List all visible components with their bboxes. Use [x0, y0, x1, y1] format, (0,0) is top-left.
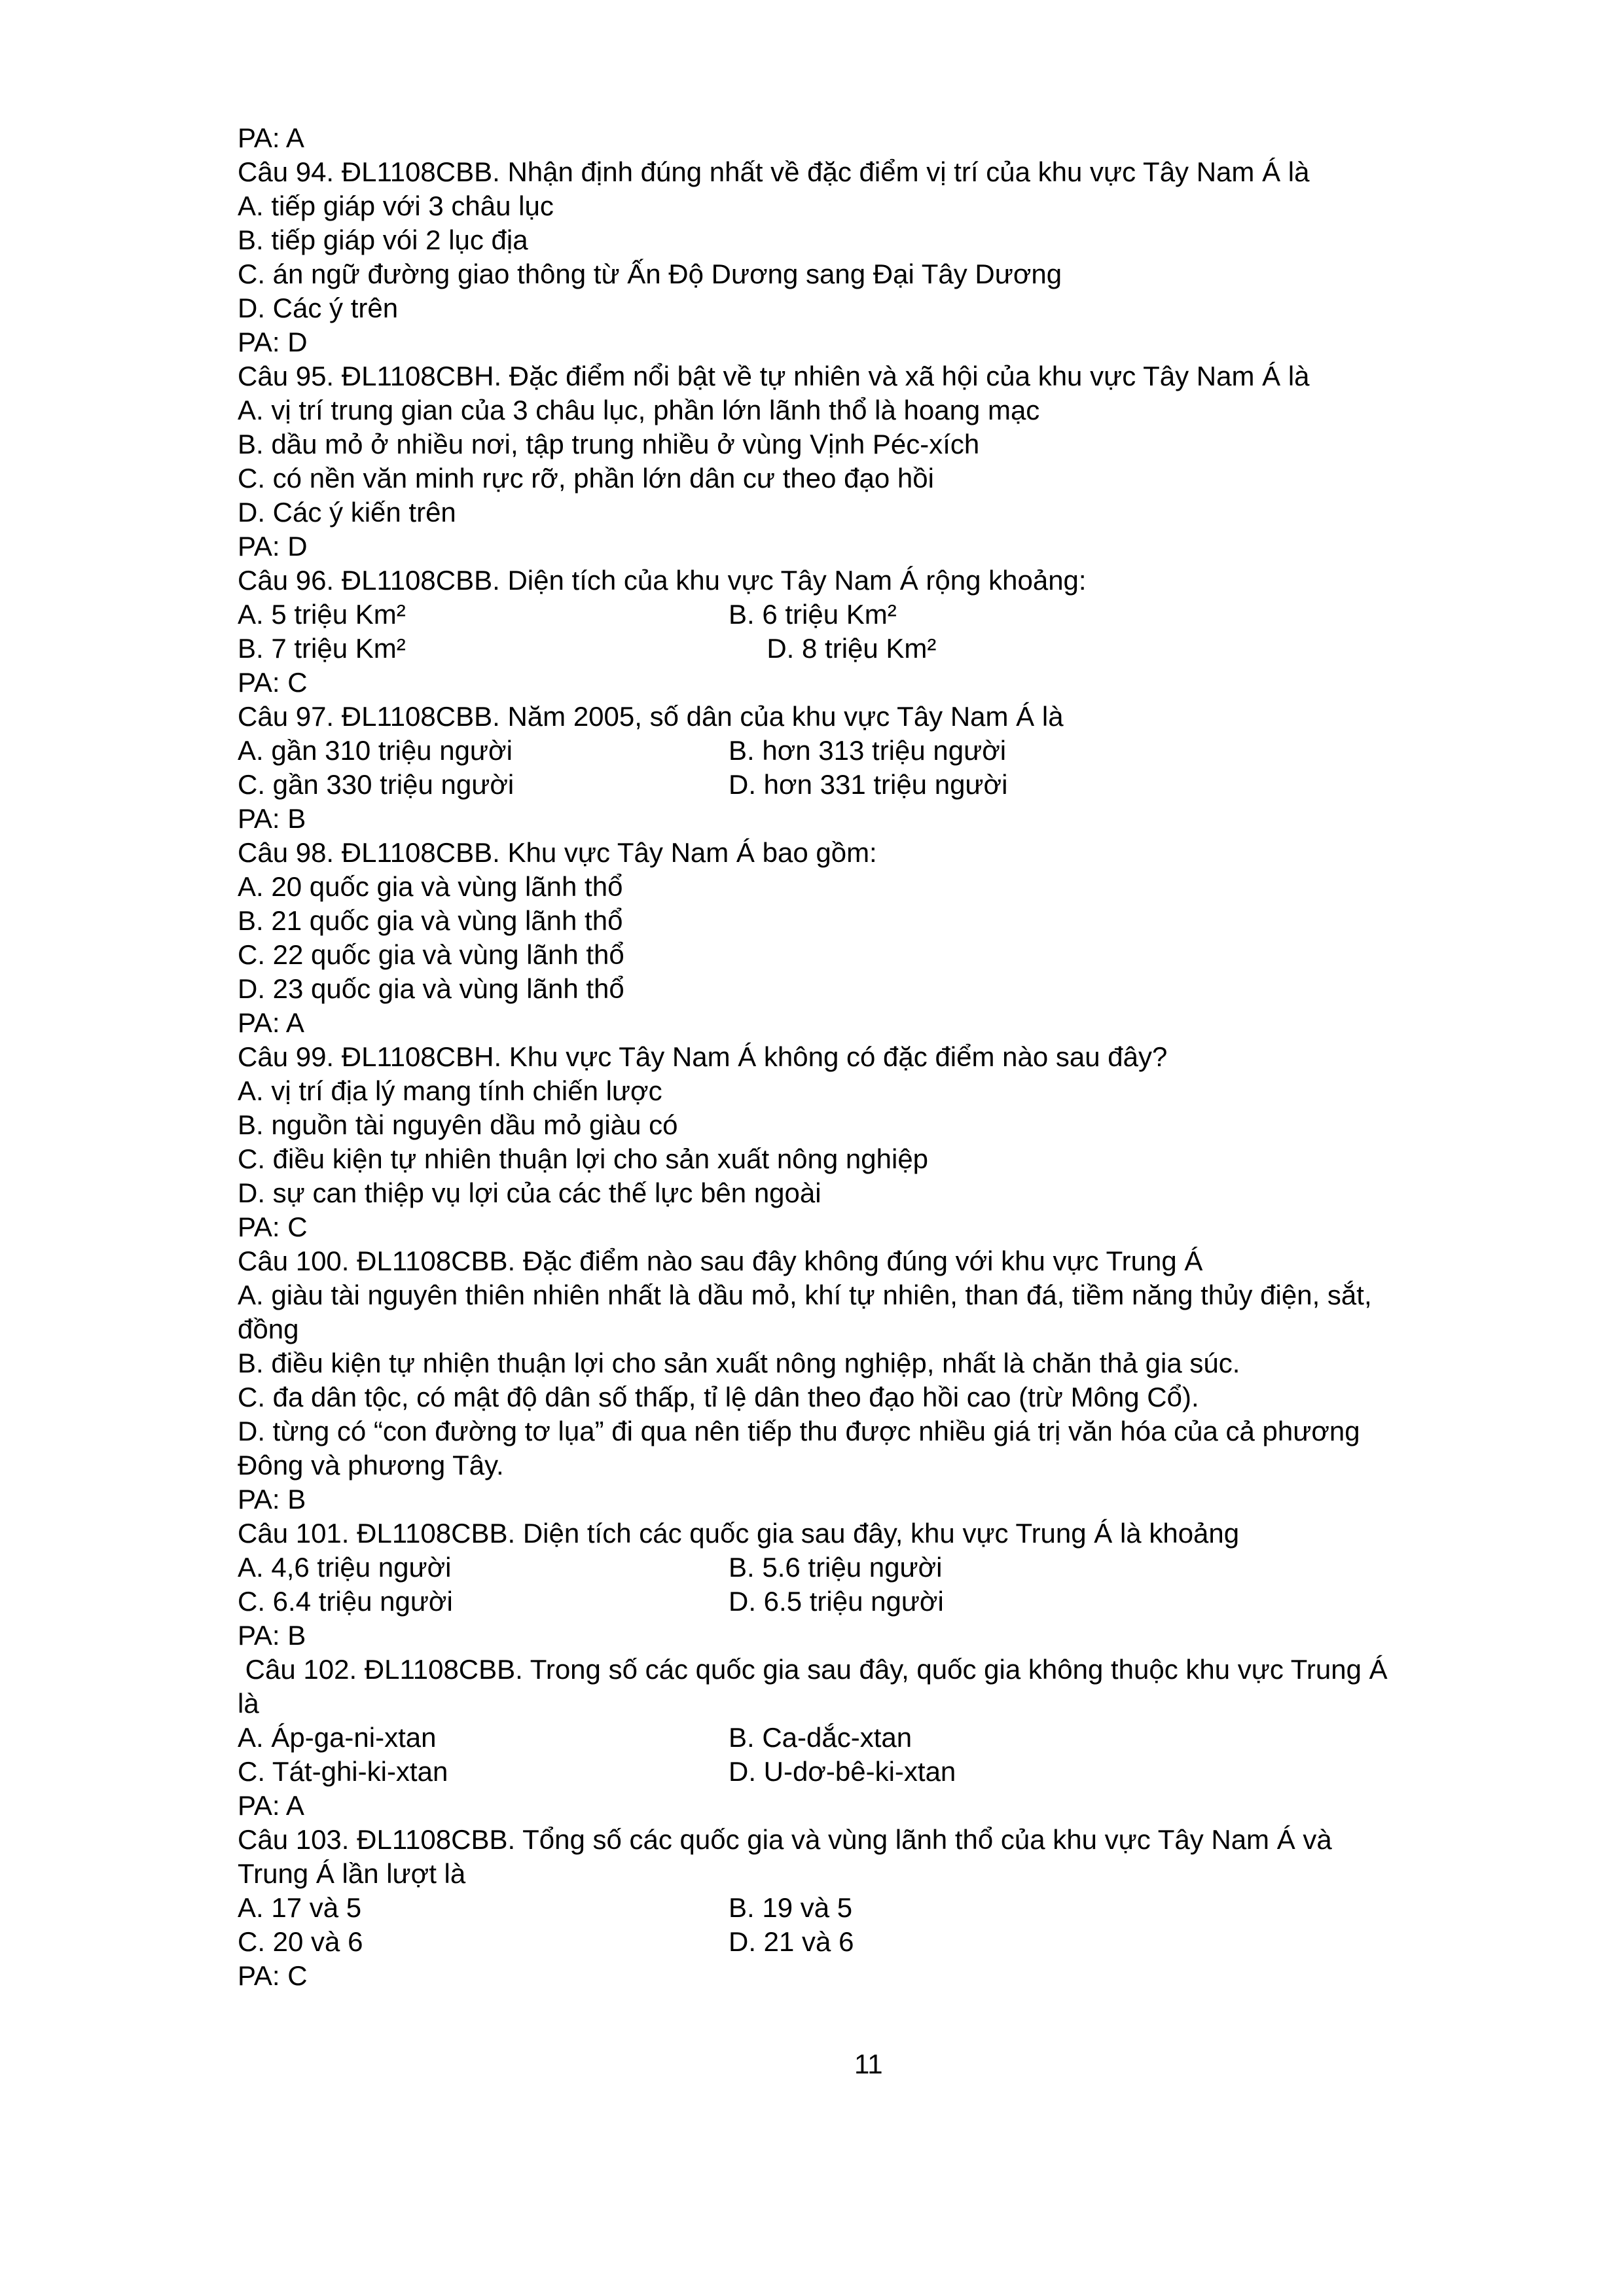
answer-key-line: PA: A [238, 122, 304, 153]
answer-key-line: PA: D [238, 327, 308, 357]
option-left: A. 5 triệu Km² [238, 599, 406, 630]
question-line: Câu 95. ĐL1108CBH. Đặc điểm nổi bật về tự nhiên và xã hội của khu vực Tây Nam Á là [238, 361, 1310, 391]
option-line: A. giàu tài nguyên thiên nhiên nhất là dầu mỏ, khí tự nhiên, than đá, tiềm năng thủy điện, sắt, [238, 1280, 1372, 1310]
options-row [238, 598, 1514, 632]
option-right: D. 6.5 triệu người [729, 1586, 944, 1617]
option-right: B. hơn 313 triệu người [729, 735, 1007, 766]
option-line: B. 21 quốc gia và vùng lãnh thổ [238, 905, 623, 936]
answer-key-line: PA: B [238, 803, 306, 834]
question-line: Câu 103. ĐL1108CBB. Tổng số các quốc gia và vùng lãnh thổ của khu vực Tây Nam Á và [238, 1824, 1332, 1855]
option-line: A. vị trí trung gian của 3 châu lục, phần lớn lãnh thổ là hoang mạc [238, 395, 1040, 425]
option-left: A. Áp-ga-ni-xtan [238, 1722, 437, 1753]
question-line: Câu 100. ĐL1108CBB. Đặc điểm nào sau đây không đúng với khu vực Trung Á [238, 1246, 1203, 1276]
question-line: Câu 99. ĐL1108CBH. Khu vực Tây Nam Á không có đặc điểm nào sau đây? [238, 1041, 1168, 1072]
answer-key-line: PA: A [238, 1790, 304, 1821]
continuation-line: Trung Á lần lượt là [238, 1858, 466, 1889]
option-left: C. 20 và 6 [238, 1926, 363, 1957]
continuation-line: là [238, 1688, 259, 1719]
option-right: D. 21 và 6 [729, 1926, 854, 1957]
answer-key-line: PA: B [238, 1484, 306, 1515]
question-line: Câu 97. ĐL1108CBB. Năm 2005, số dân của khu vực Tây Nam Á là [238, 701, 1064, 732]
option-right: B. Ca-dắc-xtan [729, 1722, 912, 1753]
option-left: A. 17 và 5 [238, 1892, 362, 1923]
answer-key-line: PA: A [238, 1007, 304, 1038]
option-line: B. dầu mỏ ở nhiều nơi, tập trung nhiều ở vùng Vịnh Péc-xích [238, 429, 980, 459]
answer-key-line: PA: B [238, 1620, 306, 1651]
option-line: C. đa dân tộc, có mật độ dân số thấp, tỉ lệ dân theo đạo hồi cao (trừ Mông Cổ). [238, 1382, 1199, 1412]
continuation-line: Đông và phương Tây. [238, 1450, 504, 1480]
options-row [238, 1551, 1514, 1585]
option-line: D. 23 quốc gia và vùng lãnh thổ [238, 973, 624, 1004]
option-line: B. tiếp giáp vói 2 lục địa [238, 224, 528, 255]
question-line: Câu 101. ĐL1108CBB. Diện tích các quốc gia sau đây, khu vực Trung Á là khoảng [238, 1518, 1240, 1549]
option-right: D. U-dơ-bê-ki-xtan [729, 1756, 956, 1787]
question-line: Câu 98. ĐL1108CBB. Khu vực Tây Nam Á bao gồm: [238, 837, 877, 868]
option-right: B. 5.6 triệu người [729, 1552, 943, 1583]
option-line: D. sự can thiệp vụ lợi của các thế lực bên ngoài [238, 1177, 821, 1208]
page-number: 11 [854, 2049, 883, 2079]
continuation-line: đồng [238, 1314, 299, 1344]
options-row [238, 1585, 1514, 1619]
option-line: C. 22 quốc gia và vùng lãnh thổ [238, 939, 624, 970]
options-row [238, 734, 1514, 768]
option-line: B. điều kiện tự nhiện thuận lợi cho sản xuất nông nghiệp, nhất là chăn thả gia súc. [238, 1348, 1240, 1378]
option-left: C. Tát-ghi-ki-xtan [238, 1756, 448, 1787]
option-line: D. từng có “con đường tơ lụa” đi qua nên tiếp thu được nhiều giá trị văn hóa của cả phương [238, 1416, 1360, 1446]
question-line: Câu 102. ĐL1108CBB. Trong số các quốc gia sau đây, quốc gia không thuộc khu vực Trung Á [238, 1654, 1388, 1685]
options-row [238, 1755, 1514, 1789]
option-line: A. tiếp giáp với 3 châu lục [238, 190, 554, 221]
question-text-block [238, 121, 1514, 1993]
question-line: Câu 96. ĐL1108CBB. Diện tích của khu vực Tây Nam Á rộng khoảng: [238, 565, 1087, 596]
option-left: A. 4,6 triệu người [238, 1552, 452, 1583]
option-left: A. gần 310 triệu người [238, 735, 513, 766]
option-left: B. 7 triệu Km² [238, 633, 406, 664]
option-right: D. 8 triệu Km² [729, 633, 937, 664]
option-line: C. án ngữ đường giao thông từ Ấn Độ Dương sang Đại Tây Dương [238, 259, 1062, 289]
options-row [238, 768, 1514, 802]
option-line: A. 20 quốc gia và vùng lãnh thổ [238, 871, 623, 902]
option-left: C. 6.4 triệu người [238, 1586, 453, 1617]
option-line: C. có nền văn minh rực rỡ, phần lớn dân cư theo đạo hồi [238, 463, 934, 493]
options-row [238, 632, 1514, 666]
option-line: D. Các ý trên [238, 293, 399, 323]
option-line: B. nguồn tài nguyên dầu mỏ giàu có [238, 1109, 678, 1140]
option-line: D. Các ý kiến trên [238, 497, 456, 528]
question-line: Câu 94. ĐL1108CBB. Nhận định đúng nhất về đặc điểm vị trí của khu vực Tây Nam Á là [238, 156, 1310, 187]
options-row [238, 1925, 1514, 1959]
option-right: D. hơn 331 triệu người [729, 769, 1008, 800]
option-line: A. vị trí địa lý mang tính chiến lược [238, 1075, 662, 1106]
option-right: B. 6 triệu Km² [729, 599, 897, 630]
answer-key-line: PA: D [238, 531, 308, 562]
answer-key-line: PA: C [238, 667, 308, 698]
answer-key-line: PA: C [238, 1211, 308, 1242]
option-right: B. 19 và 5 [729, 1892, 853, 1923]
options-row [238, 1721, 1514, 1755]
answer-key-line: PA: C [238, 1960, 308, 1991]
options-row [238, 1891, 1514, 1925]
option-left: C. gần 330 triệu người [238, 769, 514, 800]
option-line: C. điều kiện tự nhiên thuận lợi cho sản xuất nông nghiệp [238, 1143, 929, 1174]
